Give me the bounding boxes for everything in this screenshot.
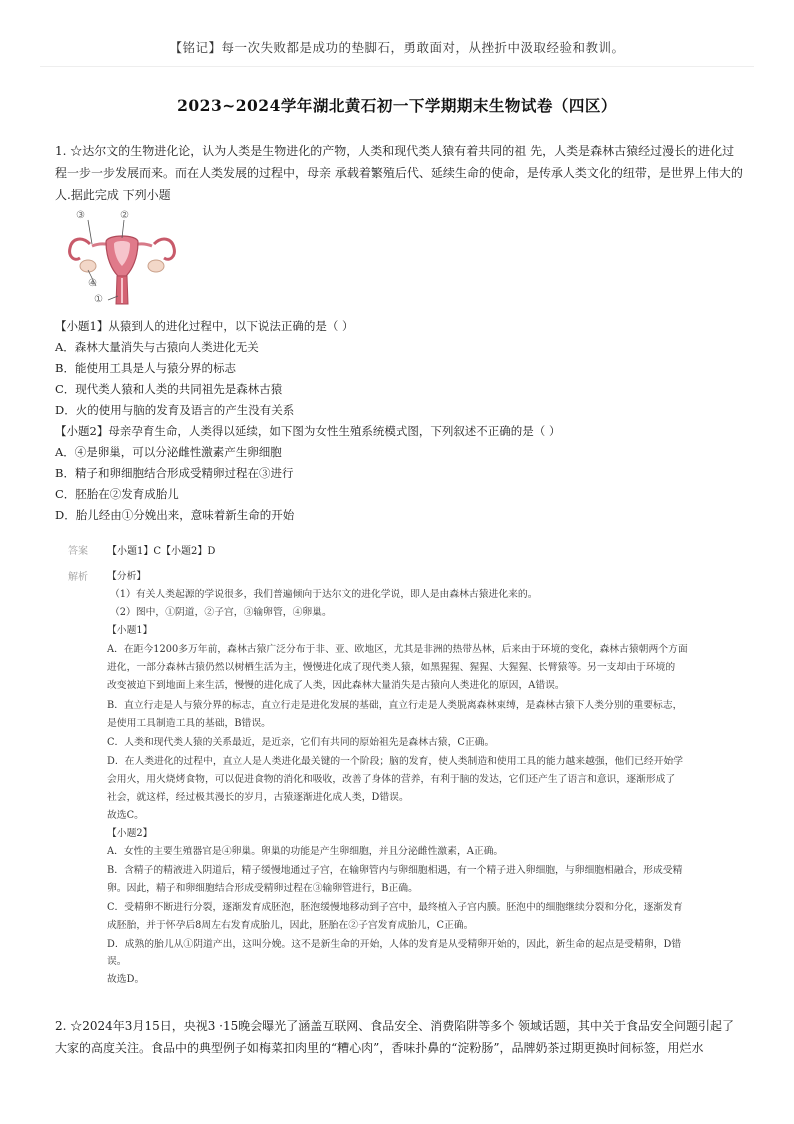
sub-question-1-stem: 【小题1】从猿到人的进化过程中，以下说法正确的是（ ） <box>55 319 354 333</box>
analysis-line: 【小题1】 <box>107 625 153 636</box>
analysis-line: 【小题2】 <box>107 828 153 839</box>
header-divider <box>40 66 754 67</box>
motto-header: 【铭记】每一次失败都是成功的垫脚石，勇敢面对，从挫折中汲取经验和教训。 <box>169 40 625 55</box>
analysis-line: B．含精子的精液进入阴道后，精子缓慢地通过子宫，在输卵管内与卵细胞相遇，有一个精子进入卵细胞，与卵细胞相融合，形成受精 <box>107 865 683 876</box>
sub1-option-b: B．能使用工具是人与猿分界的标志 <box>55 361 236 375</box>
sub-question-2-stem: 【小题2】母亲孕育生命，人类得以延续，如下图为女性生殖系统模式图，下列叙述不正确的是（ ） <box>55 424 561 438</box>
sub1-option-c: C．现代类人猿和人类的共同祖先是森林古猿 <box>55 382 283 396</box>
analysis-label: 解析 <box>68 572 88 583</box>
analysis-line: 改变被迫下到地面上来生活，慢慢的进化成了人类，因此森林大量消失是古猿向人类进化的原因，A错误。 <box>107 680 565 691</box>
question-2-stem: 2. ☆2024年3月15日，央视3 ·15晚会曝光了涵盖互联网、食品安全、消费陷阱等多个 领域话题，其中关于食品安全问题引起了大家的高度关注。食品中的典型例子如梅菜扣肉里的“糟心肉”，香味扑鼻的“淀粉肠”，品牌奶茶过期更换时间标签，用烂水 <box>55 1019 735 1055</box>
analysis-line: D．成熟的胎儿从①阴道产出，这叫分娩。这不是新生命的开始，人体的发育是从受精卵开始的，因此，新生命的起点是受精卵，D错 <box>107 939 682 950</box>
analysis-line: 卵。因此，精子和卵细胞结合形成受精卵过程在③输卵管进行，B正确。 <box>107 883 418 894</box>
analysis-line: 进化，一部分森林古猿仍然以树栖生活为主，慢慢进化成了现代类人猿，如黑猩猩、猩猩、大猩猩、长臂猿等。另一支却由于环境的 <box>107 662 676 673</box>
sub2-option-a: A．④是卵巢，可以分泌雌性激素产生卵细胞 <box>55 445 282 459</box>
page-title: 2023~2024学年湖北黄石初一下学期期末生物试卷（四区） <box>177 96 617 115</box>
reproductive-system-figure <box>62 208 182 310</box>
sub1-option-d: D．火的使用与脑的发育及语言的产生没有关系 <box>55 403 295 417</box>
analysis-line: 会用火，用火烧烤食物，可以促进食物的消化和吸收，改善了身体的营养，有利于脑的发达，它们还产生了语言和意识，逐渐形成了 <box>107 774 676 785</box>
figure-label-1: ① <box>94 294 103 305</box>
uterus-illustration <box>62 208 182 310</box>
analysis-line: 社会，就这样，经过极其漫长的岁月，古猿逐渐进化成人类，D错误。 <box>107 792 409 803</box>
sub1-option-a: A．森林大量消失与古猿向人类进化无关 <box>55 340 259 354</box>
analysis-line: B．直立行走是人与猿分界的标志，直立行走是进化发展的基础，直立行走是人类脱离森林束缚，是森林古猿下人类分别的重要标志， <box>107 700 683 711</box>
analysis-line: 误。 <box>107 956 127 967</box>
sub2-option-b: B．精子和卵细胞结合形成受精卵过程在③进行 <box>55 466 294 480</box>
analysis-line: 是使用工具制造工具的基础，B错误。 <box>107 718 271 729</box>
sub2-option-c: C．胚胎在②发育成胎儿 <box>55 487 179 501</box>
analysis-line: 【分析】 <box>107 571 147 582</box>
analysis-line: C．人类和现代类人猿的关系最近，是近亲，它们有共同的原始祖先是森林古猿，C正确。 <box>107 737 495 748</box>
analysis-line: C．受精卵不断进行分裂，逐渐发育成胚泡，胚泡缓慢地移动到子宫中，最终植入子宫内膜。胚泡中的细胞继续分裂和分化，逐渐发育 <box>107 902 683 913</box>
question-1-stem: 1. ☆达尔文的生物进化论，认为人类是生物进化的产物，人类和现代类人猿有着共同的祖 先，人类是森林古猿经过漫长的进化过程一步一步发展而来。而在人类发展的过程中，母亲 承载着繁殖后代、延续生命的使命，是传承人类文化的纽带，是世界上伟大的人.据此完成 下列小题 <box>55 144 743 202</box>
analysis-line: 故选C。 <box>107 810 144 821</box>
answer-label: 答案 <box>68 546 88 557</box>
analysis-line: （1）有关人类起源的学说很多，我们普遍倾向于达尔文的进化学说，即人是由森林古猿进化来的。 <box>110 589 538 600</box>
figure-label-3: ③ <box>76 210 85 221</box>
sub2-option-d: D．胎儿经由①分娩出来，意味着新生命的开始 <box>55 508 295 522</box>
analysis-line: A．在距今1200多万年前，森林古猿广泛分布于非、亚、欧地区，尤其是非洲的热带丛林，后来由于环境的变化，森林古猿朝两个方面 <box>107 644 688 655</box>
analysis-line: （2）图中，①阴道，②子宫，③输卵管，④卵巢。 <box>110 607 332 618</box>
analysis-line: 故选D。 <box>107 974 145 985</box>
analysis-line: D．在人类进化的过程中，直立人是人类进化最关键的一个阶段；脑的发育，使人类制造和使用工具的能力越来越强，他们已经开始学 <box>107 756 684 767</box>
answer-value: 【小题1】C【小题2】D <box>107 546 216 557</box>
figure-label-2: ② <box>120 210 129 221</box>
figure-label-4: ④ <box>88 278 97 289</box>
analysis-line: 成胚胎，并于怀孕后8周左右发育成胎儿，因此，胚胎在②子宫发育成胎儿，C正确。 <box>107 920 474 931</box>
analysis-line: A．女性的主要生殖器官是④卵巢。卵巢的功能是产生卵细胞，并且分泌雌性激素，A正确。 <box>107 846 504 857</box>
